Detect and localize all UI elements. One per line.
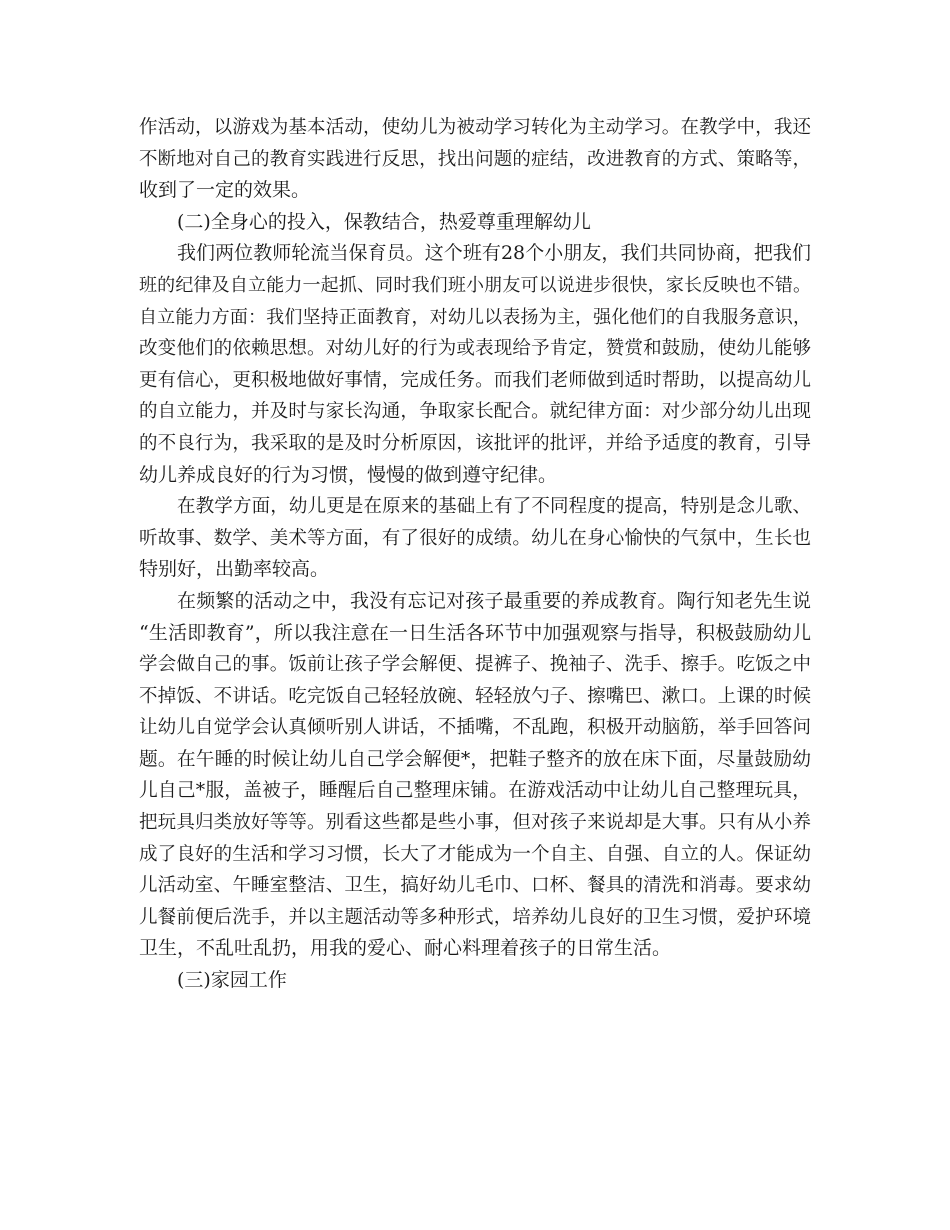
text-line: 改变他们的依赖思想。对幼儿好的行为或表现给予肯定，赞赏和鼓励，使幼儿能够 [139, 338, 811, 360]
text-line: “生活即教育”，所以我注意在一日生活各环节中加强观察与指导，积极鼓励幼儿 [139, 621, 811, 644]
text-line: 听故事、数学、美术等方面，有了很好的成绩。幼儿在身心愉快的气氛中，生长也 [139, 527, 811, 549]
text-line: 把玩具归类放好等等。别看这些都是些小事，但对孩子来说却是大事。只有从小养 [139, 812, 811, 834]
document-body [139, 112, 811, 997]
text-line: 成了良好的生活和学习习惯，长大了才能成为一个自主、自强、自立的人。保证幼 [139, 843, 811, 865]
text-line: 自立能力方面：我们坚持正面教育，对幼儿以表扬为主，强化他们的自我服务意识， [139, 306, 811, 328]
text-line: 题。在午睡的时候让幼儿自己学会解便*，把鞋子整齐的放在床下面，尽量鼓励幼 [139, 748, 811, 770]
text-line: 幼儿养成良好的行为习惯，慢慢的做到遵守纪律。 [139, 463, 558, 486]
text-line: 卫生，不乱吐乱扔，用我的爱心、耐心料理着孩子的日常生活。 [139, 937, 672, 960]
text-line: 更有信心，更积极地做好事情，完成任务。而我们老师做到适时帮助，以提高幼儿 [139, 369, 811, 391]
text-line: 儿餐前便后洗手，并以主题活动等多种形式，培养幼儿良好的卫生习惯，爱护环境 [139, 906, 811, 928]
text-line: 作活动，以游戏为基本活动，使幼儿为被动学习转化为主动学习。在教学中，我还 [139, 117, 811, 138]
text-line: 特别好，出勤率较高。 [139, 558, 330, 581]
paragraph-first-line: (三)家园工作 [177, 969, 287, 992]
text-line: 班的纪律及自立能力一起抓、同时我们班小朋友可以说进步很快，家长反映也不错。 [139, 274, 811, 296]
text-line: 的不良行为，我采取的是及时分析原因，该批评的批评，并给予适度的教育，引导 [139, 432, 811, 454]
paragraph-first-line: (二)全身心的投入，保教结合，热爱尊重理解幼儿 [177, 210, 591, 233]
text-line: 不断地对自己的教育实践进行反思，找出问题的症结，改进教育的方式、策略等， [139, 148, 811, 170]
text-line: 不掉饭、不讲话。吃完饭自己轻轻放碗、轻轻放勺子、擦嘴巴、漱口。上课的时候 [139, 685, 811, 707]
text-line: 儿自己*服，盖被子，睡醒后自己整理床铺。在游戏活动中让幼儿自己整理玩具， [139, 780, 811, 802]
text-line: 的自立能力，并及时与家长沟通，争取家长配合。就纪律方面：对少部分幼儿出现 [139, 401, 811, 423]
paragraph-first-line: 在教学方面，幼儿更是在原来的基础上有了不同程度的提高，特别是念儿歌、 [177, 496, 811, 518]
paragraph-first-line: 在频繁的活动之中，我没有忘记对孩子最重要的养成教育。陶行知老先生说 [177, 589, 811, 612]
text-line: 儿活动室、午睡室整洁、卫生，搞好幼儿毛巾、口杯、餐具的清洗和消毒。要求幼 [139, 875, 811, 897]
paragraph-first-line: 我们两位教师轮流当保育员。这个班有28个小朋友，我们共同协商，把我们 [177, 242, 811, 265]
text-line: 让幼儿自觉学会认真倾听别人讲话，不插嘴，不乱跑，积极开动脑筋，举手回答问 [139, 717, 811, 739]
text-line: 学会做自己的事。饭前让孩子学会解便、提裤子、挽袖子、洗手、擦手。吃饭之中 [139, 654, 811, 676]
text-line: 收到了一定的效果。 [139, 179, 311, 202]
